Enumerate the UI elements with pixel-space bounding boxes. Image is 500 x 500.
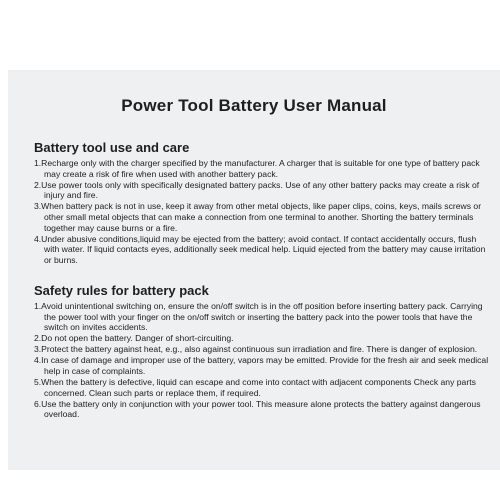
- list-item: 3.When battery pack is not in use, keep it away from other metal objects, like paper clips, coins, keys, mails screws or other small metal objects that can make a connection from one terminal to another. Shorting the battery terminals together may cause burns or a fire.: [34, 201, 482, 233]
- section-heading: Safety rules for battery pack: [34, 283, 209, 298]
- list-item: 5.When the battery is defective, liquid can escape and come into contact with adjacent components Check any parts concerned. Clean such parts or replace them, if required.: [34, 377, 476, 398]
- rule-list: [34, 158, 492, 265]
- section-safety-rules-for-battery-pack: [34, 283, 492, 421]
- list-item: 1.Avoid unintentional switching on, ensure the on/off switch is in the off position before inserting battery pack. Carrying the power tool with your finger on the on/off switch or inserting the battery pack into the power tools that have the switch on invites accidents.: [34, 301, 483, 333]
- document-title: Power Tool Battery User Manual: [121, 96, 387, 115]
- list-item: 4.Under abusive conditions,liquid may be ejected from the battery; avoid contact. If contact accidentally occurs, flush with water. If liquid contacts eyes, additionally seek medical help. Liquid ejected from the battery may cause irritation or burns.: [34, 233, 486, 265]
- list-item: 2.Do not open the battery. Danger of short-circuiting.: [34, 333, 234, 344]
- rule-list: [34, 301, 492, 420]
- manual-page: [8, 70, 500, 470]
- list-item: 1.Recharge only with the charger specified by the manufacturer. A charger that is suitable for one type of battery pack may create a risk of fire when used with another battery pack.: [34, 158, 480, 179]
- section-battery-tool-use-and-care: [34, 140, 492, 266]
- list-item: 3.Protect the battery against heat, e.g., also against continuous sun irradiation and fire. There is danger of explosion.: [34, 344, 478, 355]
- list-item: 4.In case of damage and improper use of the battery, vapors may be emitted. Provide for the fresh air and seek medical help in case of complaints.: [34, 355, 489, 377]
- section-heading: Battery tool use and care: [34, 140, 190, 155]
- list-item: 6.Use the battery only in conjunction with your power tool. This measure alone protects the battery against dangerous overload.: [34, 398, 481, 420]
- list-item: 2.Use power tools only with specifically designated battery packs. Use of any other battery packs may create a risk of injury and fire.: [34, 179, 480, 201]
